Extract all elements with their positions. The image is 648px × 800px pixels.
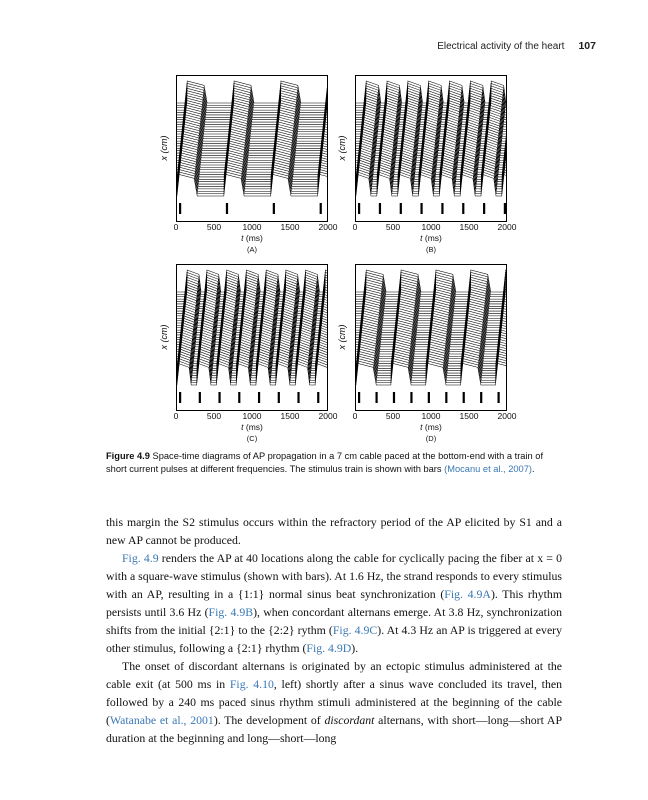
x-tick: 500	[385, 411, 401, 421]
stimulus-bar	[297, 392, 299, 403]
stimulus-bar	[278, 392, 280, 403]
panel-a-y-label: x (cm)	[159, 135, 169, 161]
caption-text: Space-time diagrams of AP propagation in a 7 cm cable paced at the bottom-end with a train of short current pulses at different frequencies. The stimulus train is shown with bars	[106, 451, 544, 474]
stimulus-bar	[199, 392, 201, 403]
x-tick: 500	[206, 411, 222, 421]
stimulus-bar	[273, 203, 275, 214]
x-tick: 1500	[459, 411, 479, 421]
ap-trace	[356, 126, 506, 148]
x-tick: 2000	[318, 222, 338, 232]
ap-trace	[356, 358, 506, 380]
figure-ref-link[interactable]: Fig. 4.10	[229, 677, 274, 691]
panel-c-x-label	[222, 422, 282, 432]
x-tick: 1500	[280, 411, 300, 421]
stimulus-bar	[483, 203, 485, 214]
figure-ref-link[interactable]: Fig. 4.9A	[444, 587, 491, 601]
stimulus-bar	[504, 203, 506, 214]
ap-trace	[356, 129, 506, 151]
x-label-unit: (ms)	[245, 422, 263, 432]
paragraph-text: ). At 4.3 Hz an AP is triggered at every other stimulus, following a {2:1} rhythm (	[106, 623, 563, 655]
panel-a-plot	[176, 75, 328, 222]
x-tick: 500	[385, 222, 401, 232]
ap-trace	[177, 138, 327, 160]
panel-d-label: (D)	[425, 434, 437, 443]
x-tick: 1000	[242, 411, 262, 421]
x-tick: 1500	[280, 222, 300, 232]
ap-trace	[356, 363, 506, 385]
stimulus-bar	[498, 392, 500, 403]
ap-trace	[356, 361, 506, 383]
paragraph-text: alternans, with short—long—short AP duration at the beginning and long—short—long	[106, 713, 563, 745]
paragraph-3	[106, 657, 562, 747]
paragraph-1: this margin the S2 stimulus occurs within the refractory period of the AP elicited by S1 and a new AP cannot be produced.	[106, 515, 562, 547]
space-time-svg	[177, 265, 327, 410]
x-tick: 0	[173, 222, 179, 232]
caption-label: Figure 4.9	[106, 451, 150, 461]
x-tick: 2000	[497, 222, 517, 232]
ap-trace	[177, 150, 327, 172]
panel-c-y-label: x (cm)	[159, 324, 169, 350]
x-tick: 0	[352, 222, 358, 232]
x-tick: 1000	[242, 222, 262, 232]
panel-d-y-label: x (cm)	[337, 324, 347, 350]
stimulus-bar	[258, 392, 260, 403]
stimulus-bar	[358, 392, 360, 403]
page-number: 107	[578, 40, 596, 52]
paragraph-text: ). This rhythm persists until 3.6 Hz (	[106, 587, 563, 619]
x-tick: 0	[352, 411, 358, 421]
panel-d-plot	[355, 264, 507, 411]
panel-b-plot	[355, 75, 507, 222]
paragraph-text: ), when concordant alternans emerge. At 3.8 Hz, synchronization shifts from the initial {2:1} to the {2:2} rythm (	[106, 605, 563, 637]
stimulus-bar	[375, 392, 377, 403]
figure-ref-link[interactable]: Fig. 4.9B	[208, 605, 254, 619]
stimulus-bar	[441, 203, 443, 214]
running-head-title: Electrical activity of the heart	[437, 41, 565, 52]
x-label-var: t	[420, 233, 423, 243]
figure-ref-link[interactable]: Fig. 4.9D	[306, 641, 352, 655]
stimulus-bar	[358, 203, 360, 214]
stimulus-bar	[317, 392, 319, 403]
ap-trace	[177, 169, 327, 191]
space-time-svg	[356, 265, 506, 410]
space-time-svg	[177, 76, 327, 221]
x-tick: 1000	[421, 411, 441, 421]
x-tick: 0	[173, 411, 179, 421]
x-label-var: t	[420, 422, 423, 432]
caption-citation-link[interactable]: (Mocanu et al., 2007)	[444, 463, 532, 474]
x-label-unit: (ms)	[424, 422, 442, 432]
running-head	[437, 40, 596, 52]
x-label-unit: (ms)	[424, 233, 442, 243]
stimulus-bar	[410, 392, 412, 403]
x-label-unit: (ms)	[245, 233, 263, 243]
x-label-var: t	[241, 233, 244, 243]
panel-c-plot	[176, 264, 328, 411]
stimulus-bar	[463, 392, 465, 403]
stimulus-bar	[226, 203, 228, 214]
paragraph-text: , left) shortly after a sinus wave concluded its travel, then followed by a 240 ms paced sinus rhythm stimuli administered at the beginning of the cable (	[106, 677, 562, 727]
panel-d-x-label	[401, 422, 461, 432]
panel-c-label: (C)	[246, 434, 258, 443]
stimulus-bar	[480, 392, 482, 403]
body-text	[106, 513, 562, 747]
paragraph-text: renders the AP at 40 locations along the cable for cyclically pacing the fiber at x = 0 with a square-wave stimulus (shown with bars). At 1.6 Hz, the strand responds to every stimulus with an AP, resulting in a {1:1} normal sinus beat synchronization (	[106, 551, 562, 601]
stimulus-bar	[420, 203, 422, 214]
panel-b-x-label	[401, 233, 461, 243]
ap-trace	[356, 122, 506, 144]
paragraph-text: ). The development of	[213, 713, 325, 727]
paragraph-2	[106, 549, 562, 657]
x-label-var: t	[241, 422, 244, 432]
stimulus-bar	[462, 203, 464, 214]
stimulus-bar	[179, 203, 181, 214]
figure-ref-link[interactable]: Fig. 4.9C	[332, 623, 378, 637]
paragraph-text: ).	[351, 641, 359, 655]
panel-b-y-label: x (cm)	[337, 135, 347, 161]
stimulus-bar	[445, 392, 447, 403]
stimulus-bar	[218, 392, 220, 403]
ap-trace	[177, 174, 327, 196]
stimulus-bar	[320, 203, 322, 214]
figure-ref-link[interactable]: Fig. 4.9	[122, 551, 159, 565]
x-tick: 2000	[497, 411, 517, 421]
ap-trace	[177, 119, 327, 141]
stimulus-bar	[428, 392, 430, 403]
stimulus-bar	[379, 203, 381, 214]
panel-a-x-label	[222, 233, 282, 243]
space-time-svg	[356, 76, 506, 221]
ap-trace	[356, 124, 506, 146]
panel-b-label: (B)	[426, 245, 436, 254]
ap-trace	[356, 270, 506, 292]
stimulus-bar	[400, 203, 402, 214]
figure-caption	[106, 450, 561, 475]
ap-trace	[356, 133, 506, 155]
x-tick: 1000	[421, 222, 441, 232]
emphasis-text: discordant	[324, 713, 375, 727]
x-tick: 2000	[318, 411, 338, 421]
x-tick: 500	[206, 222, 222, 232]
caption-end: .	[532, 463, 535, 474]
x-tick: 1500	[459, 222, 479, 232]
ap-trace	[356, 131, 506, 153]
stimulus-bar	[179, 392, 181, 403]
citation-link[interactable]: Watanabe et al., 2001	[109, 713, 214, 727]
stimulus-bar	[393, 392, 395, 403]
panel-a-label: (A)	[247, 245, 257, 254]
ap-trace	[177, 172, 327, 194]
paragraph-text: The onset of discordant alternans is originated by an ectopic stimulus administered at the cable exit (at 500 ms in	[106, 659, 562, 691]
stimulus-bar	[238, 392, 240, 403]
